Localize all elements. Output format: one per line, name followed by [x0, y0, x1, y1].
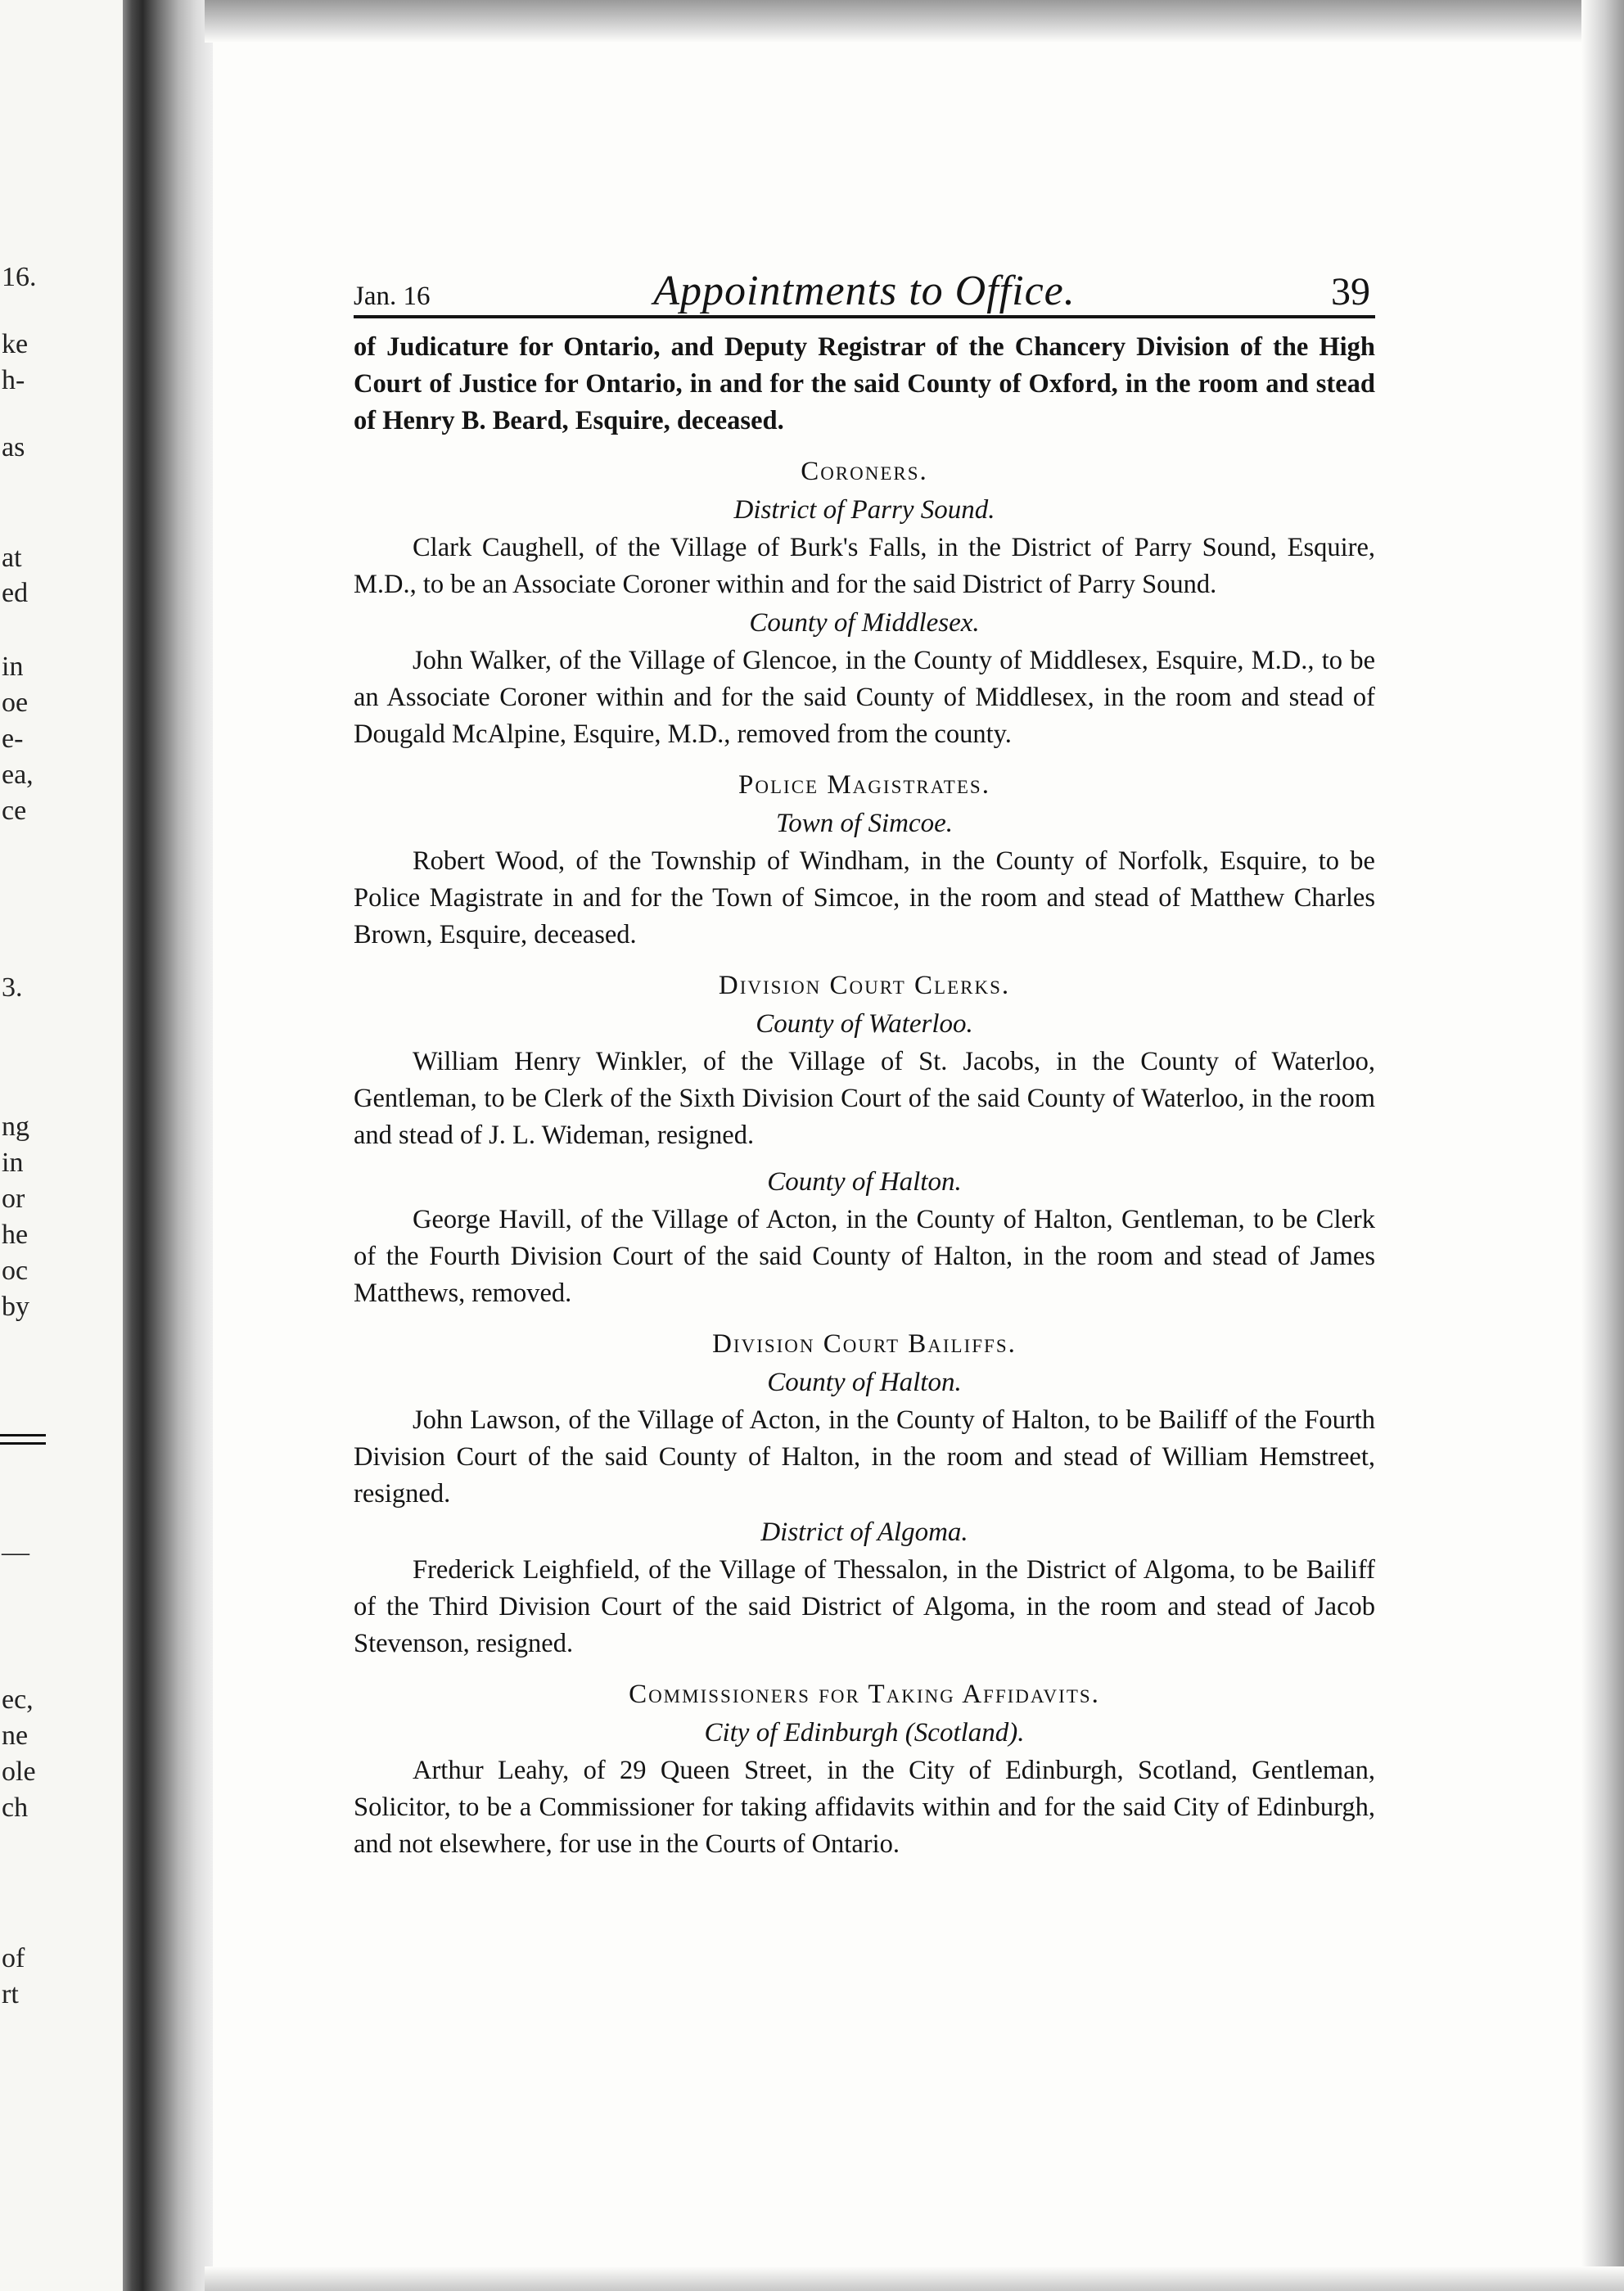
facing-fragment: he: [2, 1220, 29, 1250]
appointment-paragraph: Frederick Leighfield, of the Village of Thessalon, in the District of Algoma, to be Bailiff of the Third Division Court of the said District of Algoma, in the room and stead of Jacob Stevenson, resigned.: [354, 1555, 1375, 1658]
scan-top-edge: [205, 0, 1624, 43]
place-heading: City of Edinburgh (Scotland).: [704, 1718, 1025, 1748]
appointment-paragraph: William Henry Winkler, of the Village of St. Jacobs, in the County of Waterloo, Gentleman, to be Clerk of the Sixth Division Court of the said County of Waterloo, in the room and stead of J. L. Wideman, resigned.: [354, 1047, 1375, 1150]
facing-fragment: of: [2, 1943, 25, 1973]
appointment-paragraph: Arthur Leahy, of 29 Queen Street, in the City of Edinburgh, Scotland, Gentleman, Solicitor, to be a Commissioner for taking affidavits within and for the said City of Edinburgh, and not elsewhere, for use in the Courts of Ontario.: [354, 1756, 1375, 1859]
facing-fragment: —: [2, 1537, 29, 1567]
facing-fragment: ec,: [2, 1684, 34, 1715]
facing-fragment: in: [2, 652, 24, 682]
facing-fragment: ole: [2, 1757, 36, 1787]
facing-fragment: in: [2, 1148, 24, 1178]
place-heading: County of Halton.: [767, 1167, 962, 1197]
running-head-title: Appointments to Office.: [653, 268, 1076, 314]
facing-rule: [0, 1442, 46, 1445]
place-heading: District of Algoma.: [760, 1518, 968, 1547]
appointment-paragraph: Robert Wood, of the Township of Windham, in the County of Norfolk, Esquire, to be Police Magistrate in and for the Town of Simcoe, in the room and stead of Matthew Charles Brown, Esquire, deceased.: [354, 846, 1375, 949]
appointment-paragraph: Clark Caughell, of the Village of Burk's Falls, in the District of Parry Sound, Esquire, M.D., to be an Associate Coroner within and for the said District of Parry Sound.: [354, 533, 1375, 599]
section-heading-police-magistrates: Police Magistrates.: [738, 770, 990, 800]
place-heading: District of Parry Sound.: [733, 495, 995, 525]
facing-fragment: or: [2, 1184, 25, 1214]
facing-fragment: ed: [2, 578, 29, 608]
place-heading: County of Middlesex.: [749, 608, 980, 638]
facing-fragment: at: [2, 543, 22, 573]
facing-fragment: by: [2, 1292, 29, 1322]
continued-paragraph: of Judicature for Ontario, and Deputy Registrar of the Chancery Division of the High Court of Justice for Ontario, in and for the said County of Oxford, in the room and stead of Henry B. Beard, Esquire, deceased.: [354, 332, 1375, 435]
section-heading-coroners: Coroners.: [801, 457, 928, 486]
appointment-paragraph: George Havill, of the Village of Acton, in the County of Halton, Gentleman, to be Clerk of the Fourth Division Court of the said County of Halton, in the room and stead of James Matthews, removed.: [354, 1205, 1375, 1308]
place-heading: County of Halton.: [767, 1368, 962, 1397]
appointment-paragraph: John Walker, of the Village of Glencoe, in the County of Middlesex, Esquire, M.D., to be an Associate Coroner within and for the said County of Middlesex, in the room and stead of Dougald McAlpine, Esquire, M.D., removed from the county.: [354, 646, 1375, 749]
running-head-date: Jan. 16: [354, 282, 431, 311]
place-heading: Town of Simcoe.: [775, 809, 954, 838]
header-rule: [354, 315, 1375, 318]
scan-right-edge: [1581, 0, 1624, 2291]
binding-shadow: [123, 0, 213, 2291]
page-number: 39: [1331, 270, 1370, 313]
text-column: [354, 329, 1375, 1863]
facing-fragment: oc: [2, 1256, 29, 1286]
facing-fragment: as: [2, 432, 25, 462]
running-head: [354, 254, 1375, 318]
facing-page-edge: [0, 0, 123, 2291]
facing-fragment: ne: [2, 1721, 29, 1751]
facing-fragment: h-: [2, 365, 25, 395]
facing-rule: [0, 1434, 46, 1436]
facing-fragment: ea,: [2, 760, 34, 790]
section-heading-commissioners: Commissioners for Taking Affidavits.: [629, 1680, 1100, 1709]
facing-fragment: ng: [2, 1112, 29, 1142]
facing-fragment: e-: [2, 724, 24, 754]
facing-fragment: 3.: [2, 972, 23, 1003]
section-heading-division-court-clerks: Division Court Clerks.: [718, 971, 1011, 1000]
facing-fragment: ke: [2, 329, 29, 359]
facing-fragment: ch: [2, 1793, 29, 1823]
scan-bottom-edge: [205, 2266, 1624, 2291]
facing-fragment: ce: [2, 796, 27, 826]
place-heading: County of Waterloo.: [756, 1009, 973, 1039]
appointment-paragraph: John Lawson, of the Village of Acton, in the County of Halton, to be Bailiff of the Fourth Division Court of the said County of Halton, in the room and stead of William Hemstreet, resigned.: [354, 1405, 1375, 1509]
facing-fragment: rt: [2, 1979, 19, 2009]
section-heading-division-court-bailiffs: Division Court Bailiffs.: [712, 1329, 1017, 1359]
facing-fragment: oe: [2, 688, 29, 718]
facing-fragment: 16.: [2, 262, 37, 292]
